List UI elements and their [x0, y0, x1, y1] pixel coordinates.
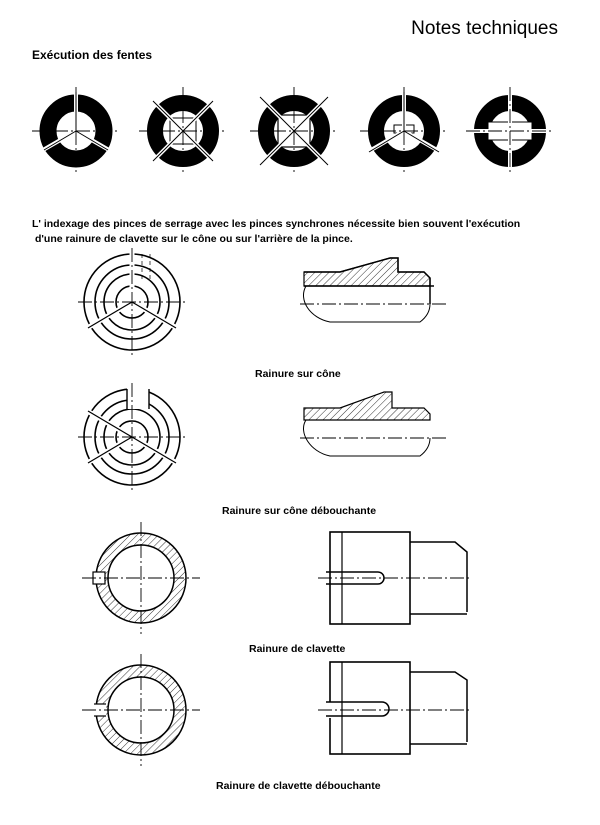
slot-ring-4b: [250, 87, 338, 175]
slot-ring-cross: [466, 87, 554, 175]
collet-side-view-1: [300, 258, 448, 322]
collet-front-view-1: [78, 248, 186, 356]
slot-ring-4a: [139, 87, 227, 175]
collet-side-view-2: [300, 392, 448, 456]
keyway-front-view-2: [82, 654, 200, 766]
caption-rainure-de-clavette-debouchante: Rainure de clavette débouchante: [216, 780, 381, 792]
section-title: Exécution des fentes: [32, 48, 153, 62]
page-title: Notes techniques: [411, 18, 558, 39]
keyway-side-view-1: [318, 532, 470, 624]
paragraph-line-1: L' indexage des pinces de serrage avec les pinces synchrones nécessite bien souvent l'exécution: [32, 218, 521, 230]
caption-rainure-de-clavette: Rainure de clavette: [249, 643, 346, 655]
slot-ring-3: [32, 87, 120, 175]
paragraph-line-2: d'une rainure de clavette sur le cône ou sur l'arrière de la pince.: [35, 233, 353, 245]
slot-ring-3b: [360, 87, 448, 175]
keyway-front-view-1: [82, 522, 200, 634]
keyway-side-view-2: [318, 662, 470, 754]
collet-front-view-2: [78, 383, 186, 491]
caption-rainure-sur-cone: Rainure sur cône: [255, 368, 341, 380]
caption-rainure-sur-cone-debouchante: Rainure sur cône débouchante: [222, 505, 377, 517]
